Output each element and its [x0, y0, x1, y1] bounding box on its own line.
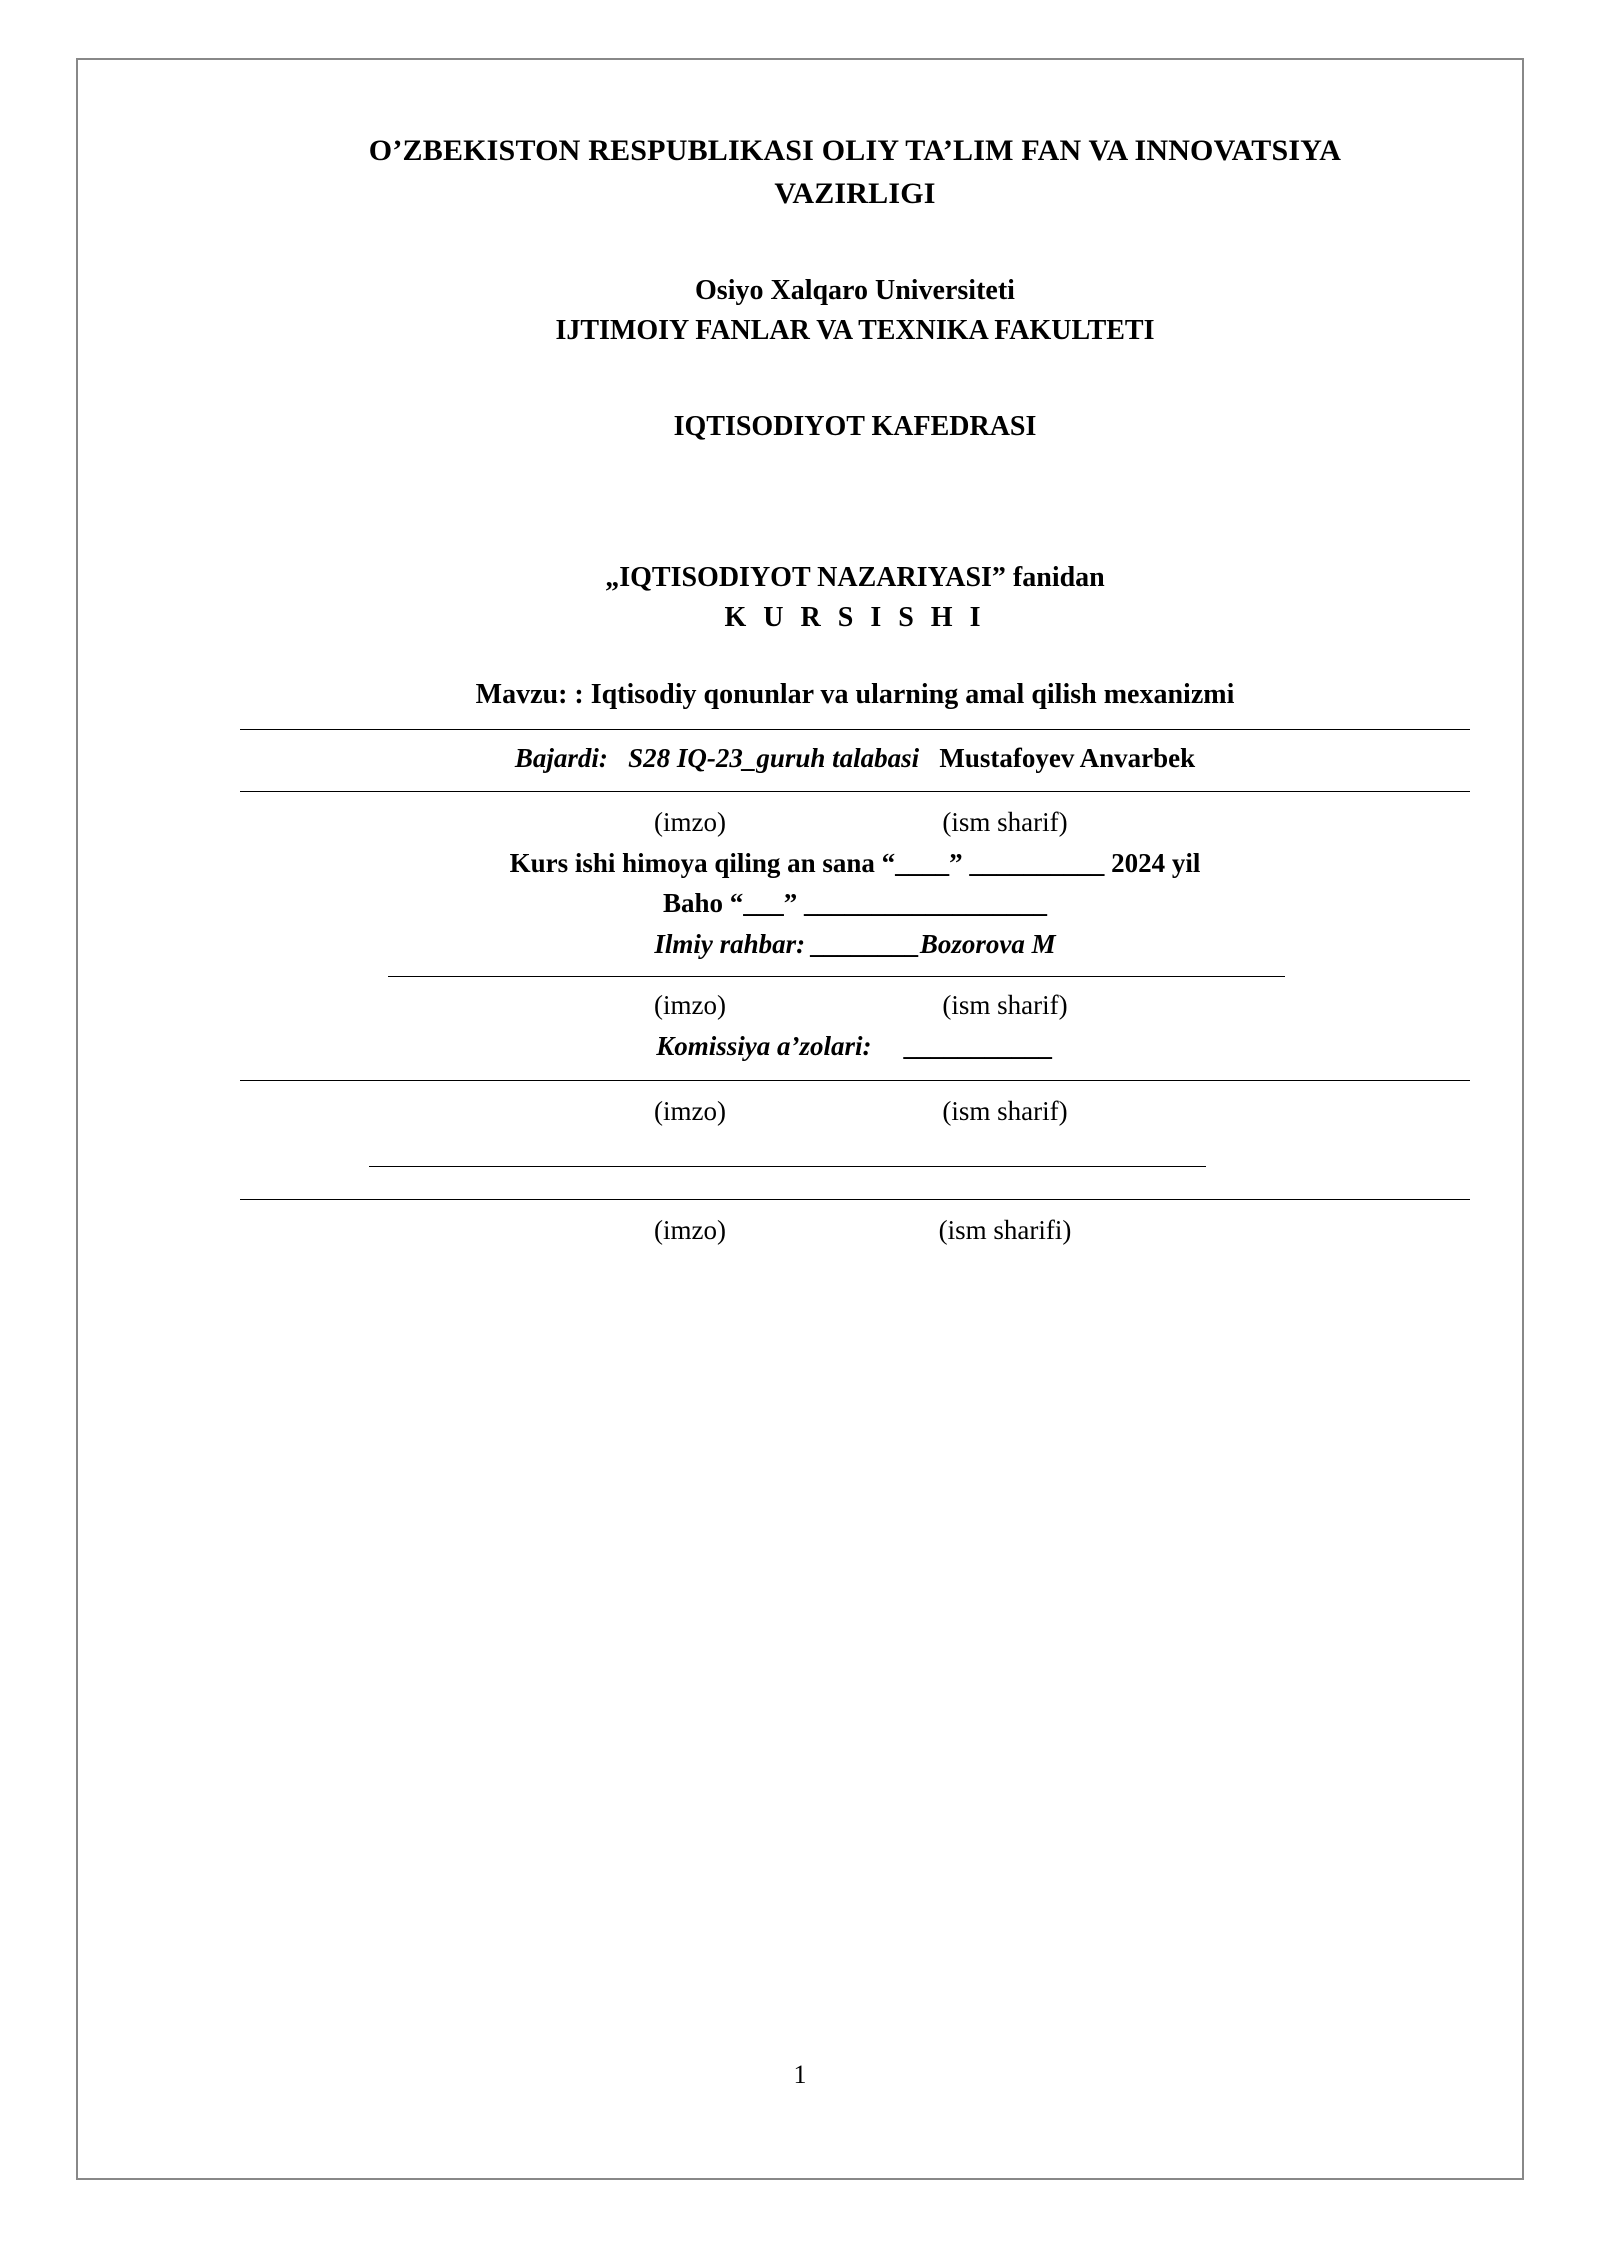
- signature-label: (imzo): [654, 1214, 726, 1245]
- performed-by-name: Mustafoyev Anvarbek: [939, 742, 1196, 773]
- divider: [240, 729, 1470, 730]
- fullname-label: (ism sharif): [942, 807, 1068, 838]
- fullname-label: (ism sharif): [942, 1096, 1068, 1127]
- topic-line: Mavzu: : Iqtisodiy qonunlar va ularning amal qilish mexanizmi: [475, 679, 1235, 711]
- work-type: K U R S I S H I: [724, 602, 986, 634]
- grade-line: Baho “___” __________________: [662, 888, 1048, 919]
- signature-row-supervisor: [240, 985, 1470, 1026]
- subject-name: „IQTISODIYOT NAZARIYASI” fanidan: [605, 562, 1105, 594]
- supervisor-row: [240, 924, 1470, 965]
- signature-label: (imzo): [654, 807, 726, 838]
- page-number: 1: [793, 2060, 807, 2089]
- divider: [240, 791, 1470, 792]
- commission-blank: ___________: [905, 1030, 1054, 1061]
- signature-row-commission-1: [240, 1091, 1470, 1132]
- signature-row-student: [240, 802, 1470, 843]
- title-page-content: [240, 130, 1470, 1250]
- department-name: IQTISODIYOT KAFEDRASI: [673, 410, 1037, 442]
- university-name: Osiyo Xalqaro Universiteti: [695, 275, 1015, 307]
- commission-row: [240, 1026, 1470, 1067]
- ministry-title-line1: O’ZBEKISTON RESPUBLIKASI OLIY TA’LIM FAN VA INNOVATSIYA: [368, 134, 1342, 167]
- faculty-name: IJTIMOIY FANLAR VA TEXNIKA FAKULTETI: [555, 314, 1155, 346]
- fullname-label: (ism sharif): [942, 990, 1068, 1021]
- spacer: [240, 446, 1470, 502]
- signature-label: (imzo): [654, 1096, 726, 1127]
- divider: [369, 1166, 1205, 1167]
- performed-by-row: [240, 740, 1470, 778]
- commission-label: Komissiya a’zolari:: [656, 1030, 872, 1061]
- defense-date-line: Kurs ishi himoya qiling an sana “____” __________ 2024 yil: [509, 847, 1201, 878]
- divider: [240, 1080, 1470, 1081]
- spacer: [240, 1175, 1470, 1185]
- spacer: [240, 637, 1470, 675]
- supervisor-name: Bozorova M: [919, 928, 1056, 959]
- signature-label: (imzo): [654, 990, 726, 1021]
- signature-row-commission-2: [240, 1210, 1470, 1251]
- spacer: [240, 1132, 1470, 1154]
- spacer: [240, 502, 1470, 558]
- supervisor-label: Ilmiy rahbar: ________: [654, 928, 920, 959]
- spacer: [240, 215, 1470, 271]
- performed-by-group: S28 IQ-23_guruh talabasi: [628, 742, 920, 773]
- divider: [388, 976, 1286, 977]
- divider: [240, 1199, 1470, 1200]
- ministry-title-line2: VAZIRLIGI: [774, 176, 936, 210]
- performed-by-label: Bajardi:: [514, 742, 608, 773]
- fullname-label-alt: (ism sharifi): [938, 1214, 1072, 1245]
- spacer: [240, 351, 1470, 407]
